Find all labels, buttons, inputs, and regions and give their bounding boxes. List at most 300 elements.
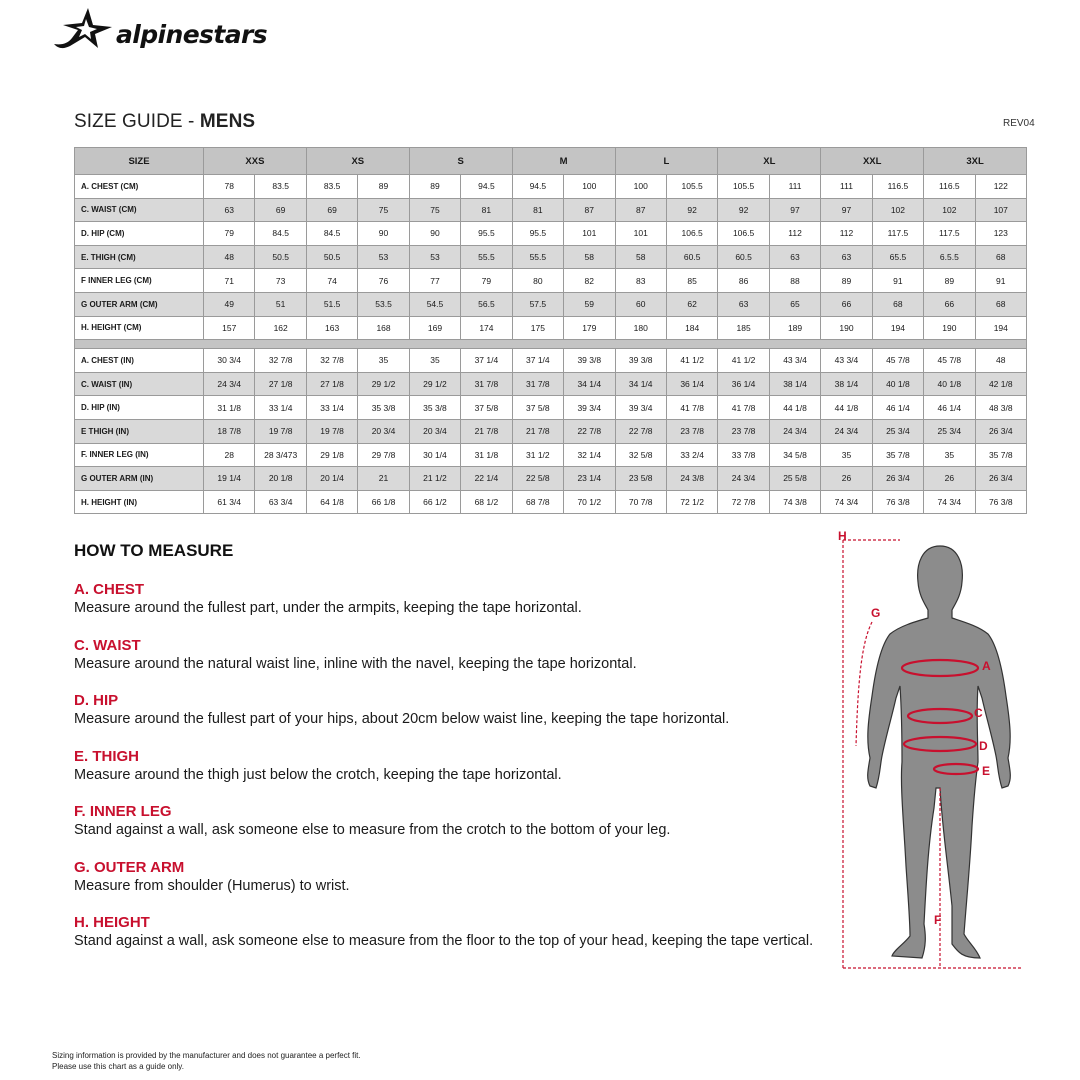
measure-title: E. THIGH (74, 748, 140, 765)
table-cell: 169 (409, 316, 460, 340)
measure-title: H. HEIGHT (74, 914, 150, 931)
table-cell: 60.5 (666, 245, 717, 269)
figure-label-h: H (838, 529, 847, 543)
table-cell: 41 7/8 (718, 396, 769, 420)
table-cell: 116.5 (924, 175, 975, 199)
table-cell: 37 5/8 (512, 396, 563, 420)
table-cell: 31 1/8 (204, 396, 255, 420)
table-cell: 38 1/4 (769, 372, 820, 396)
table-cell: 95.5 (512, 222, 563, 246)
disclaimer-line-2: Please use this chart as a guide only. (52, 1062, 184, 1071)
table-cell: 78 (204, 175, 255, 199)
table-cell: 70 1/2 (564, 490, 615, 514)
table-cell: 100 (615, 175, 666, 199)
table-cell: 58 (564, 245, 615, 269)
table-row (75, 198, 1027, 222)
table-cell: 27 1/8 (306, 372, 357, 396)
table-row (75, 222, 1027, 246)
table-cell: 36 1/4 (666, 372, 717, 396)
table-cell: 75 (409, 198, 460, 222)
row-label: E THIGH (IN) (75, 419, 204, 443)
table-cell: 184 (666, 316, 717, 340)
table-cell: 31 7/8 (512, 372, 563, 396)
table-cell: 39 3/4 (564, 396, 615, 420)
table-cell: 71 (204, 269, 255, 293)
table-cell: 189 (769, 316, 820, 340)
measure-title: A. CHEST (74, 581, 145, 598)
row-label: F. INNER LEG (IN) (75, 443, 204, 467)
page-title (74, 111, 255, 133)
table-cell: 26 3/4 (872, 467, 923, 491)
table-row (75, 349, 1027, 373)
table-cell: 34 1/4 (615, 372, 666, 396)
table-cell: 60 (615, 292, 666, 316)
table-cell: 66 1/2 (409, 490, 460, 514)
table-cell: 29 1/8 (306, 443, 357, 467)
table-cell: 26 (924, 467, 975, 491)
table-cell: 194 (872, 316, 923, 340)
table-cell: 23 7/8 (666, 419, 717, 443)
table-cell: 72 7/8 (718, 490, 769, 514)
size-table (74, 147, 1027, 514)
figure-label-c: C (974, 706, 983, 720)
table-cell: 68 (975, 245, 1026, 269)
measure-title: D. HIP (74, 692, 119, 709)
table-cell: 20 1/4 (306, 467, 357, 491)
table-cell: 22 1/4 (461, 467, 512, 491)
table-cell: 63 (769, 245, 820, 269)
table-cell: 62 (666, 292, 717, 316)
figure-label-g: G (871, 606, 881, 620)
table-row (75, 467, 1027, 491)
table-cell: 49 (204, 292, 255, 316)
table-cell: 43 3/4 (821, 349, 872, 373)
table-cell: 32 7/8 (255, 349, 306, 373)
table-cell: 100 (564, 175, 615, 199)
table-cell: 53 (358, 245, 409, 269)
brand-logo (52, 6, 292, 52)
table-cell: 123 (975, 222, 1026, 246)
table-cell: 89 (821, 269, 872, 293)
table-cell: 101 (564, 222, 615, 246)
table-cell: 163 (306, 316, 357, 340)
row-label: D. HIP (CM) (75, 222, 204, 246)
table-cell: 33 1/4 (255, 396, 306, 420)
table-cell: 76 (358, 269, 409, 293)
table-cell: 32 5/8 (615, 443, 666, 467)
table-cell: 82 (564, 269, 615, 293)
table-cell: 43 3/4 (769, 349, 820, 373)
table-cell: 53 (409, 245, 460, 269)
table-cell: 37 5/8 (461, 396, 512, 420)
table-cell: 79 (204, 222, 255, 246)
table-cell: 68 (975, 292, 1026, 316)
figure-label-a: A (982, 659, 991, 673)
table-row (75, 396, 1027, 420)
table-cell: 50.5 (306, 245, 357, 269)
table-cell: 27 1/8 (255, 372, 306, 396)
measure-item (74, 802, 834, 840)
table-cell: 105.5 (666, 175, 717, 199)
table-cell: 28 3/473 (255, 443, 306, 467)
table-cell: 32 1/4 (564, 443, 615, 467)
table-cell: 41 7/8 (666, 396, 717, 420)
table-cell: 22 7/8 (564, 419, 615, 443)
table-cell: 117.5 (872, 222, 923, 246)
table-cell: 107 (975, 198, 1026, 222)
table-cell: 50.5 (255, 245, 306, 269)
measure-description: Measure around the natural waist line, inline with the navel, keeping the tape horizontal. (74, 656, 637, 672)
table-cell: 63 3/4 (255, 490, 306, 514)
table-cell: 40 1/8 (924, 372, 975, 396)
table-cell: 19 1/4 (204, 467, 255, 491)
table-cell: 66 (821, 292, 872, 316)
measure-item (74, 858, 834, 896)
table-cell: 30 1/4 (409, 443, 460, 467)
size-column-header: XXL (821, 148, 924, 175)
measurement-figure (830, 526, 1030, 976)
table-cell: 19 7/8 (306, 419, 357, 443)
table-cell: 33 1/4 (306, 396, 357, 420)
table-cell: 74 3/8 (769, 490, 820, 514)
size-column-header: L (615, 148, 718, 175)
table-cell: 41 1/2 (666, 349, 717, 373)
table-cell: 48 (204, 245, 255, 269)
table-cell: 72 1/2 (666, 490, 717, 514)
table-cell: 46 1/4 (872, 396, 923, 420)
table-cell: 76 3/8 (872, 490, 923, 514)
table-cell: 68 (872, 292, 923, 316)
table-cell: 90 (358, 222, 409, 246)
measure-description: Measure from shoulder (Humerus) to wrist. (74, 878, 350, 894)
table-cell: 102 (924, 198, 975, 222)
table-cell: 51.5 (306, 292, 357, 316)
table-separator-row (75, 340, 1027, 349)
table-cell: 97 (821, 198, 872, 222)
table-row (75, 490, 1027, 514)
table-cell: 63 (204, 198, 255, 222)
table-cell: 83 (615, 269, 666, 293)
table-cell: 33 7/8 (718, 443, 769, 467)
separator-cell (75, 340, 1027, 349)
table-cell: 35 3/8 (409, 396, 460, 420)
size-header-label: SIZE (75, 148, 204, 175)
table-cell: 45 7/8 (872, 349, 923, 373)
table-cell: 190 (924, 316, 975, 340)
table-cell: 70 7/8 (615, 490, 666, 514)
table-cell: 54.5 (409, 292, 460, 316)
table-cell: 53.5 (358, 292, 409, 316)
table-cell: 175 (512, 316, 563, 340)
measure-description: Measure around the fullest part of your hips, about 20cm below waist line, keeping the tape horizontal. (74, 711, 730, 727)
table-cell: 60.5 (718, 245, 769, 269)
table-cell: 21 7/8 (461, 419, 512, 443)
table-cell: 81 (461, 198, 512, 222)
disclaimer (52, 1050, 361, 1072)
disclaimer-line-1: Sizing information is provided by the manufacturer and does not guarantee a perfect fit. (52, 1051, 361, 1060)
table-cell: 29 1/2 (409, 372, 460, 396)
how-to-measure-heading: HOW TO MEASURE (74, 541, 234, 560)
table-cell: 55.5 (461, 245, 512, 269)
table-cell: 39 3/8 (615, 349, 666, 373)
table-cell: 21 1/2 (409, 467, 460, 491)
table-cell: 31 1/2 (512, 443, 563, 467)
table-cell: 35 3/8 (358, 396, 409, 420)
revision-code: REV04 (1003, 118, 1035, 129)
table-cell: 36 1/4 (718, 372, 769, 396)
table-cell: 85 (666, 269, 717, 293)
measure-item (74, 636, 834, 674)
table-row (75, 316, 1027, 340)
table-cell: 65 (769, 292, 820, 316)
row-label: F INNER LEG (CM) (75, 269, 204, 293)
title-bold: MENS (199, 111, 256, 132)
table-cell: 74 3/4 (924, 490, 975, 514)
table-cell: 24 3/4 (769, 419, 820, 443)
size-column-header: 3XL (924, 148, 1027, 175)
table-cell: 48 3/8 (975, 396, 1026, 420)
table-cell: 31 1/8 (461, 443, 512, 467)
row-label: H. HEIGHT (IN) (75, 490, 204, 514)
size-column-header: XL (718, 148, 821, 175)
table-cell: 57.5 (512, 292, 563, 316)
table-cell: 26 (821, 467, 872, 491)
table-cell: 68 1/2 (461, 490, 512, 514)
table-cell: 91 (872, 269, 923, 293)
table-cell: 24 3/8 (666, 467, 717, 491)
table-cell: 117.5 (924, 222, 975, 246)
row-label: G OUTER ARM (IN) (75, 467, 204, 491)
table-cell: 37 1/4 (512, 349, 563, 373)
table-cell: 97 (769, 198, 820, 222)
table-cell: 22 7/8 (615, 419, 666, 443)
table-cell: 39 3/8 (564, 349, 615, 373)
size-column-header: XS (306, 148, 409, 175)
figure-label-e: E (982, 764, 991, 778)
table-cell: 32 7/8 (306, 349, 357, 373)
table-cell: 33 2/4 (666, 443, 717, 467)
table-row (75, 175, 1027, 199)
measure-title: C. WAIST (74, 637, 141, 654)
table-cell: 69 (306, 198, 357, 222)
table-cell: 38 1/4 (821, 372, 872, 396)
title-prefix: SIZE GUIDE - (74, 111, 200, 132)
table-cell: 112 (769, 222, 820, 246)
table-cell: 112 (821, 222, 872, 246)
table-cell: 24 3/4 (821, 419, 872, 443)
table-cell: 81 (512, 198, 563, 222)
table-cell: 91 (975, 269, 1026, 293)
table-cell: 68 7/8 (512, 490, 563, 514)
table-cell: 179 (564, 316, 615, 340)
table-cell: 111 (821, 175, 872, 199)
table-cell: 20 3/4 (358, 419, 409, 443)
table-cell: 44 1/8 (821, 396, 872, 420)
row-label: A. CHEST (IN) (75, 349, 204, 373)
table-cell: 22 5/8 (512, 467, 563, 491)
table-cell: 80 (512, 269, 563, 293)
brand-name: alpinestars (116, 20, 267, 49)
table-cell: 95.5 (461, 222, 512, 246)
row-label: C. WAIST (CM) (75, 198, 204, 222)
table-row (75, 245, 1027, 269)
table-cell: 83.5 (255, 175, 306, 199)
row-label: G OUTER ARM (CM) (75, 292, 204, 316)
measure-item (74, 580, 834, 618)
table-cell: 23 7/8 (718, 419, 769, 443)
table-cell: 55.5 (512, 245, 563, 269)
table-cell: 73 (255, 269, 306, 293)
table-cell: 56.5 (461, 292, 512, 316)
size-column-header: M (512, 148, 615, 175)
table-cell: 41 1/2 (718, 349, 769, 373)
table-cell: 30 3/4 (204, 349, 255, 373)
table-cell: 58 (615, 245, 666, 269)
table-cell: 21 (358, 467, 409, 491)
table-cell: 74 3/4 (821, 490, 872, 514)
table-cell: 74 (306, 269, 357, 293)
table-cell: 63 (821, 245, 872, 269)
table-cell: 45 7/8 (924, 349, 975, 373)
table-cell: 18 7/8 (204, 419, 255, 443)
table-cell: 106.5 (718, 222, 769, 246)
table-row (75, 292, 1027, 316)
table-cell: 94.5 (512, 175, 563, 199)
size-header-row (75, 148, 1027, 175)
table-cell: 35 7/8 (872, 443, 923, 467)
table-cell: 87 (564, 198, 615, 222)
table-cell: 25 5/8 (769, 467, 820, 491)
table-cell: 180 (615, 316, 666, 340)
table-cell: 40 1/8 (872, 372, 923, 396)
table-cell: 31 7/8 (461, 372, 512, 396)
table-cell: 29 1/2 (358, 372, 409, 396)
row-label: H. HEIGHT (CM) (75, 316, 204, 340)
table-cell: 66 1/8 (358, 490, 409, 514)
table-cell: 92 (666, 198, 717, 222)
table-cell: 20 3/4 (409, 419, 460, 443)
measure-description: Stand against a wall, ask someone else to measure from the floor to the top of your head, keeping the tape vertical. (74, 933, 814, 949)
table-cell: 34 5/8 (769, 443, 820, 467)
table-cell: 90 (409, 222, 460, 246)
table-cell: 89 (358, 175, 409, 199)
table-cell: 116.5 (872, 175, 923, 199)
table-cell: 168 (358, 316, 409, 340)
table-cell: 23 5/8 (615, 467, 666, 491)
table-row (75, 372, 1027, 396)
measure-description: Measure around the fullest part, under the armpits, keeping the tape horizontal. (74, 600, 582, 616)
row-label: E. THIGH (CM) (75, 245, 204, 269)
star-logo-icon (52, 6, 114, 50)
table-cell: 39 3/4 (615, 396, 666, 420)
table-cell: 23 1/4 (564, 467, 615, 491)
table-cell: 25 3/4 (924, 419, 975, 443)
table-cell: 24 3/4 (204, 372, 255, 396)
table-cell: 84.5 (255, 222, 306, 246)
table-cell: 46 1/4 (924, 396, 975, 420)
table-cell: 101 (615, 222, 666, 246)
table-cell: 24 3/4 (718, 467, 769, 491)
table-cell: 89 (924, 269, 975, 293)
table-cell: 194 (975, 316, 1026, 340)
table-cell: 34 1/4 (564, 372, 615, 396)
table-cell: 59 (564, 292, 615, 316)
figure-label-d: D (979, 739, 988, 753)
table-cell: 6.5.5 (924, 245, 975, 269)
table-cell: 105.5 (718, 175, 769, 199)
table-cell: 111 (769, 175, 820, 199)
measure-item (74, 913, 834, 951)
measure-item (74, 747, 834, 785)
table-cell: 19 7/8 (255, 419, 306, 443)
table-cell: 89 (409, 175, 460, 199)
row-label: A. CHEST (CM) (75, 175, 204, 199)
table-cell: 44 1/8 (769, 396, 820, 420)
table-cell: 42 1/8 (975, 372, 1026, 396)
table-cell: 21 7/8 (512, 419, 563, 443)
row-label: C. WAIST (IN) (75, 372, 204, 396)
table-row (75, 269, 1027, 293)
table-cell: 77 (409, 269, 460, 293)
table-cell: 35 (358, 349, 409, 373)
row-label: D. HIP (IN) (75, 396, 204, 420)
body-diagram (830, 526, 1030, 976)
table-cell: 35 (924, 443, 975, 467)
table-cell: 88 (769, 269, 820, 293)
table-cell: 190 (821, 316, 872, 340)
figure-label-f: F (934, 913, 942, 927)
table-cell: 174 (461, 316, 512, 340)
table-cell: 26 3/4 (975, 467, 1026, 491)
table-cell: 157 (204, 316, 255, 340)
table-cell: 26 3/4 (975, 419, 1026, 443)
table-cell: 79 (461, 269, 512, 293)
table-cell: 65.5 (872, 245, 923, 269)
size-column-header: XXS (204, 148, 307, 175)
table-cell: 25 3/4 (872, 419, 923, 443)
table-row (75, 419, 1027, 443)
table-cell: 87 (615, 198, 666, 222)
table-cell: 102 (872, 198, 923, 222)
table-row (75, 443, 1027, 467)
table-cell: 76 3/8 (975, 490, 1026, 514)
table-cell: 94.5 (461, 175, 512, 199)
measure-description: Measure around the thigh just below the crotch, keeping the tape horizontal. (74, 767, 562, 783)
table-cell: 106.5 (666, 222, 717, 246)
table-cell: 84.5 (306, 222, 357, 246)
table-cell: 75 (358, 198, 409, 222)
table-cell: 61 3/4 (204, 490, 255, 514)
table-cell: 20 1/8 (255, 467, 306, 491)
table-cell: 37 1/4 (461, 349, 512, 373)
table-cell: 83.5 (306, 175, 357, 199)
table-cell: 64 1/8 (306, 490, 357, 514)
table-cell: 66 (924, 292, 975, 316)
table-cell: 162 (255, 316, 306, 340)
table-cell: 35 (821, 443, 872, 467)
table-cell: 48 (975, 349, 1026, 373)
table-cell: 28 (204, 443, 255, 467)
table-cell: 35 7/8 (975, 443, 1026, 467)
measure-item (74, 691, 834, 729)
measure-title: F. INNER LEG (74, 803, 172, 820)
table-cell: 29 7/8 (358, 443, 409, 467)
measure-description: Stand against a wall, ask someone else to measure from the crotch to the bottom of your leg. (74, 822, 671, 838)
measure-title: G. OUTER ARM (74, 859, 185, 876)
table-cell: 51 (255, 292, 306, 316)
table-cell: 185 (718, 316, 769, 340)
table-cell: 35 (409, 349, 460, 373)
